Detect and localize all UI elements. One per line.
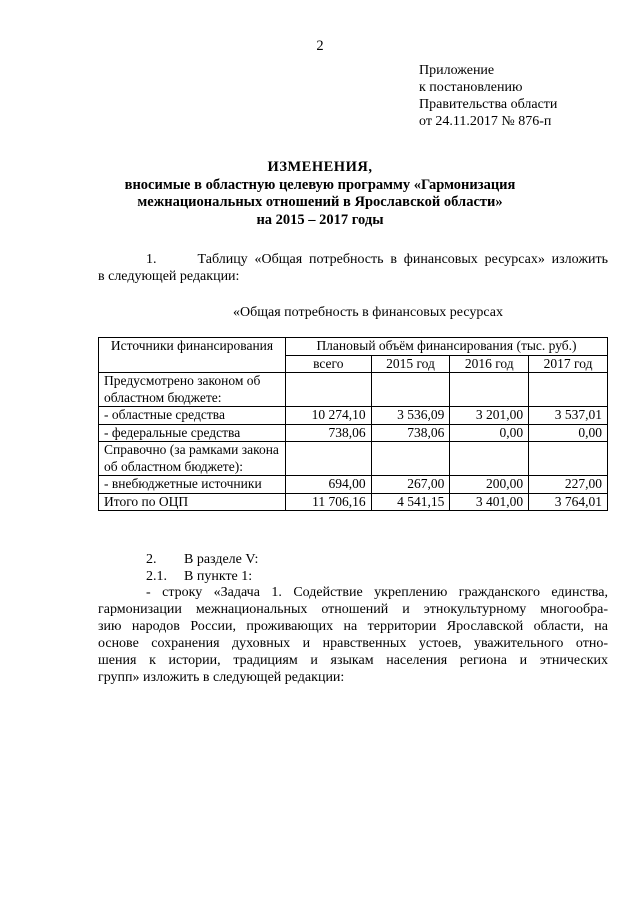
amendment-paragraph xyxy=(98,584,608,686)
cell-total: 11 706,16 xyxy=(286,493,372,511)
cell-2016 xyxy=(450,373,529,407)
appendix-line: от 24.11.2017 № 876-п xyxy=(419,114,552,129)
cell-2016: 3 401,00 xyxy=(450,493,529,511)
cell-2017: 0,00 xyxy=(529,424,608,442)
cell-total xyxy=(286,442,372,476)
item-1-line: 1. Таблицу «Общая потребность в финансовых ресурсах» изложить xyxy=(146,252,608,267)
cell-total: 738,06 xyxy=(286,424,372,442)
title-main: ИЗМЕНЕНИЯ, xyxy=(267,159,373,175)
paragraph-line: - строку «Задача 1. Содействие укреплению гражданского единства, xyxy=(146,585,608,600)
appendix-line: к постановлению xyxy=(419,80,523,95)
row-label: Справочно (за рамками закона об областном бюджете): xyxy=(99,442,286,476)
paragraph-line: шения к истории, традициям и языкам населения региона и этнических xyxy=(98,653,608,668)
appendix-block xyxy=(419,62,557,130)
item-2-1-number: 2.1. xyxy=(146,569,167,584)
paragraph-line: гармонизации межнациональных отношений и этнокультурному многообра- xyxy=(98,602,608,617)
table-row xyxy=(99,407,608,425)
item-2-text: В разделе V: xyxy=(184,552,259,567)
cell-2015: 3 536,09 xyxy=(371,407,450,425)
page-number: 2 xyxy=(316,38,324,54)
cell-2017 xyxy=(529,373,608,407)
paragraph-line: основе сохранения духовных и нравственных устоев, уважительного отно- xyxy=(98,636,608,651)
table-row-total xyxy=(99,493,608,511)
row-label: Итого по ОЦП xyxy=(99,493,286,511)
cell-2015: 4 541,15 xyxy=(371,493,450,511)
row-label: Предусмотрено законом об областном бюджете: xyxy=(99,373,286,407)
item-2-line xyxy=(146,551,258,568)
cell-2016: 200,00 xyxy=(450,476,529,494)
paragraph-line: групп» изложить в следующей редакции: xyxy=(98,670,345,685)
item-2-number: 2. xyxy=(146,552,157,567)
cell-2016 xyxy=(450,442,529,476)
row-label: - внебюджетные источники xyxy=(99,476,286,494)
table-row xyxy=(99,442,608,476)
table-row xyxy=(99,424,608,442)
title-line: вносимые в областную целевую программу «Гармонизация xyxy=(124,176,516,193)
appendix-line: Приложение xyxy=(419,63,495,78)
cell-2015 xyxy=(371,373,450,407)
item-2-1-text: В пункте 1: xyxy=(184,569,253,584)
header-2015: 2015 год xyxy=(371,355,450,373)
header-2017: 2017 год xyxy=(529,355,608,373)
row-label: - областные средства xyxy=(99,407,286,425)
cell-2015 xyxy=(371,442,450,476)
item-1 xyxy=(98,251,608,285)
cell-2017: 227,00 xyxy=(529,476,608,494)
header-sources: Источники финансирования xyxy=(99,338,286,373)
item-1-line: в следующей редакции: xyxy=(98,269,240,284)
table-caption: «Общая потребность в финансовых ресурсах xyxy=(233,305,503,320)
cell-total xyxy=(286,373,372,407)
item-2-1-line xyxy=(146,568,258,585)
cell-2016: 0,00 xyxy=(450,424,529,442)
table-row xyxy=(99,373,608,407)
header-total: всего xyxy=(286,355,372,373)
cell-2015: 738,06 xyxy=(371,424,450,442)
cell-2017: 3 764,01 xyxy=(529,493,608,511)
cell-total: 694,00 xyxy=(286,476,372,494)
cell-2015: 267,00 xyxy=(371,476,450,494)
table-header-row xyxy=(99,338,608,356)
row-label: - федеральные средства xyxy=(99,424,286,442)
cell-2017: 3 537,01 xyxy=(529,407,608,425)
title-line: на 2015 – 2017 годы xyxy=(256,211,384,228)
header-plan: Плановый объём финансирования (тыс. руб.) xyxy=(286,338,608,356)
paragraph-line: зию народов России, проживающих на территории Ярославской области, на xyxy=(98,619,608,634)
cell-2017 xyxy=(529,442,608,476)
title-line: межнациональных отношений в Ярославской области» xyxy=(137,194,503,210)
item-2 xyxy=(146,551,258,585)
cell-2016: 3 201,00 xyxy=(450,407,529,425)
document-title xyxy=(60,159,580,229)
table-row xyxy=(99,476,608,494)
appendix-line: Правительства области xyxy=(419,97,558,112)
header-2016: 2016 год xyxy=(450,355,529,373)
cell-total: 10 274,10 xyxy=(286,407,372,425)
financing-table xyxy=(98,337,608,511)
